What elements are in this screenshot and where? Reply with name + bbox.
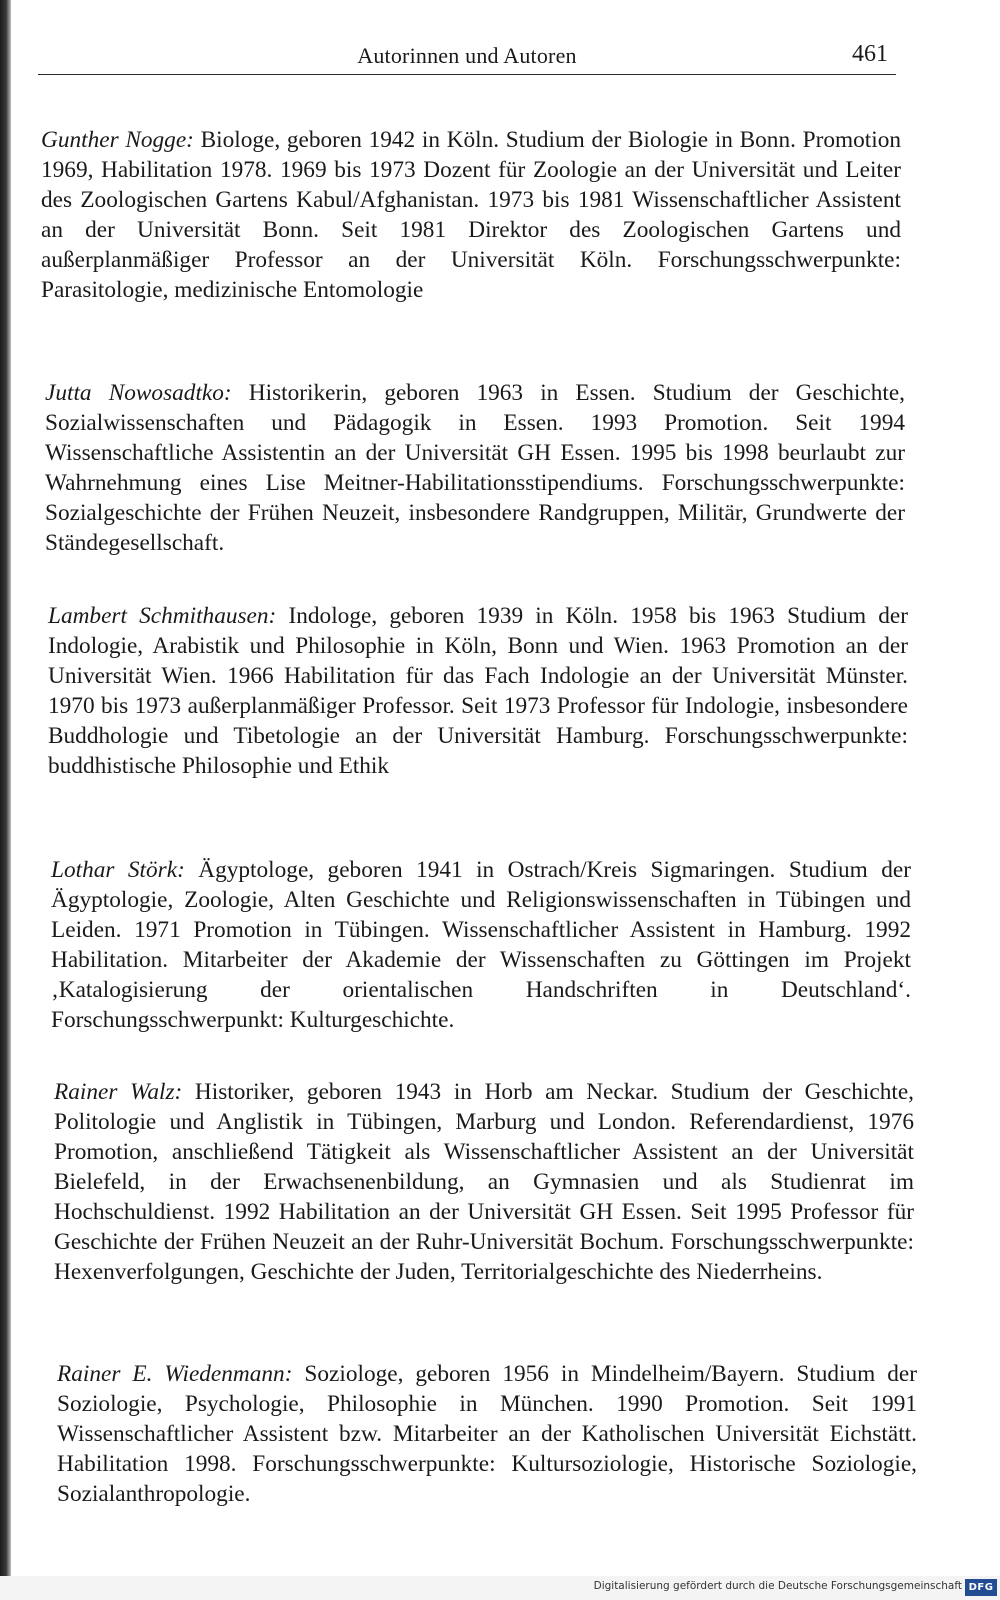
author-entry [45, 378, 905, 558]
author-name: Rainer Walz: [54, 1079, 183, 1106]
author-bio: Biologe, geboren 1942 in Köln. Studium der Biologie in Bonn. Promotion 1969, Habilitation 1978. 1969 bis 1973 Dozent für Zoologie an der Universität und Leiter des Zoologischen Gartens Kabul/Afghanistan. 1973 bis 1981 Wissenschaftlicher Assistent an der Universität Bonn. Seit 1981 Direktor des Zoologischen Gartens und außerplanmäßiger Professor an der Universität Köln. Forschungsschwerpunkte: Parasitologie, medizinische Entomologie [41, 127, 901, 304]
running-title: Autorinnen und Autoren [357, 43, 577, 68]
author-entry [57, 1359, 917, 1509]
author-name: Rainer E. Wiedenmann: [57, 1361, 293, 1388]
page-binding-shadow [0, 0, 11, 1600]
author-name: Gunther Nogge: [41, 127, 194, 154]
author-entry [54, 1077, 914, 1287]
author-bio: Historikerin, geboren 1963 in Essen. Studium der Geschichte, Sozialwissenschaften und Pädagogik in Essen. 1993 Promotion. Seit 1994 Wissenschaftliche Assistentin an der Universität GH Essen. 1995 bis 1998 beurlaubt zur Wahrnehmung eines Lise Meitner-Habilitationsstipendiums. Forschungsschwerpunkte: Sozialgeschichte der Frühen Neuzeit, insbesondere Randgruppen, Militär, Grundwerte der Ständegesellschaft. [45, 380, 905, 557]
author-name: Lambert Schmithausen: [48, 603, 277, 630]
author-bio: Soziologe, geboren 1956 in Mindelheim/Bayern. Studium der Soziologie, Psychologie, Philosophie in München. 1990 Promotion. Seit 1991 Wissenschaftlicher Assistent bzw. Mitarbeiter an der Katholischen Universität Eichstätt. Habilitation 1998. Forschungsschwerpunkte: Kultursoziologie, Historische Soziologie, Sozialanthropologie. [57, 1361, 917, 1508]
author-bio: Indologe, geboren 1939 in Köln. 1958 bis 1963 Studium der Indologie, Arabistik und Philosophie in Köln, Bonn und Wien. 1963 Promotion an der Universität Wien. 1966 Habilitation für das Fach Indologie an der Universität Münster. 1970 bis 1973 außerplanmäßiger Professor. Seit 1973 Professor für Indologie, insbesondere Buddhologie und Tibetologie an der Universität Hamburg. Forschungsschwerpunkte: buddhistische Philosophie und Ethik [48, 603, 909, 780]
page-header [38, 40, 896, 75]
author-name: Lothar Störk: [51, 857, 185, 884]
digitization-footer [0, 1576, 1000, 1600]
author-entry [51, 855, 911, 1035]
author-entry [41, 125, 901, 305]
author-bio: Historiker, geboren 1943 in Horb am Neckar. Studium der Geschichte, Politologie und Anglistik in Tübingen, Marburg und London. Referendardienst, 1976 Promotion, anschließend Tätigkeit als Wissenschaftlicher Assistent an der Universität Bielefeld, in der Erwachsenenbildung, an Gymnasien und als Studienrat im Hochschuldienst. 1992 Habilitation an der Universität GH Essen. Seit 1995 Professor für Geschichte der Frühen Neuzeit an der Ruhr-Universität Bochum. Forschungsschwerpunkte: Hexenverfolgungen, Geschichte der Juden, Territorialgeschichte des Niederrheins. [54, 1079, 914, 1286]
funding-note: Digitalisierung gefördert durch die Deutsche Forschungsgemeinschaft [593, 1580, 962, 1592]
author-name: Jutta Nowosadtko: [45, 380, 232, 407]
author-bio: Ägyptologe, geboren 1941 in Ostrach/Kreis Sigmaringen. Studium der Ägyptologie, Zoologie, Alten Geschichte und Religionswissenschaften in Tübingen und Leiden. 1971 Promotion in Tübingen. Wissenschaftlicher Assistent in Hamburg. 1992 Habilitation. Mitarbeiter der Akademie der Wissenschaften zu Göttingen im Projekt ‚Katalogisierung der orientalischen Handschriften in Deutschland‘. Forschungsschwerpunkt: Kulturgeschichte. [51, 857, 911, 1034]
author-entry [48, 601, 908, 781]
dfg-logo: DFG [965, 1579, 997, 1596]
page-number: 461 [852, 41, 888, 67]
